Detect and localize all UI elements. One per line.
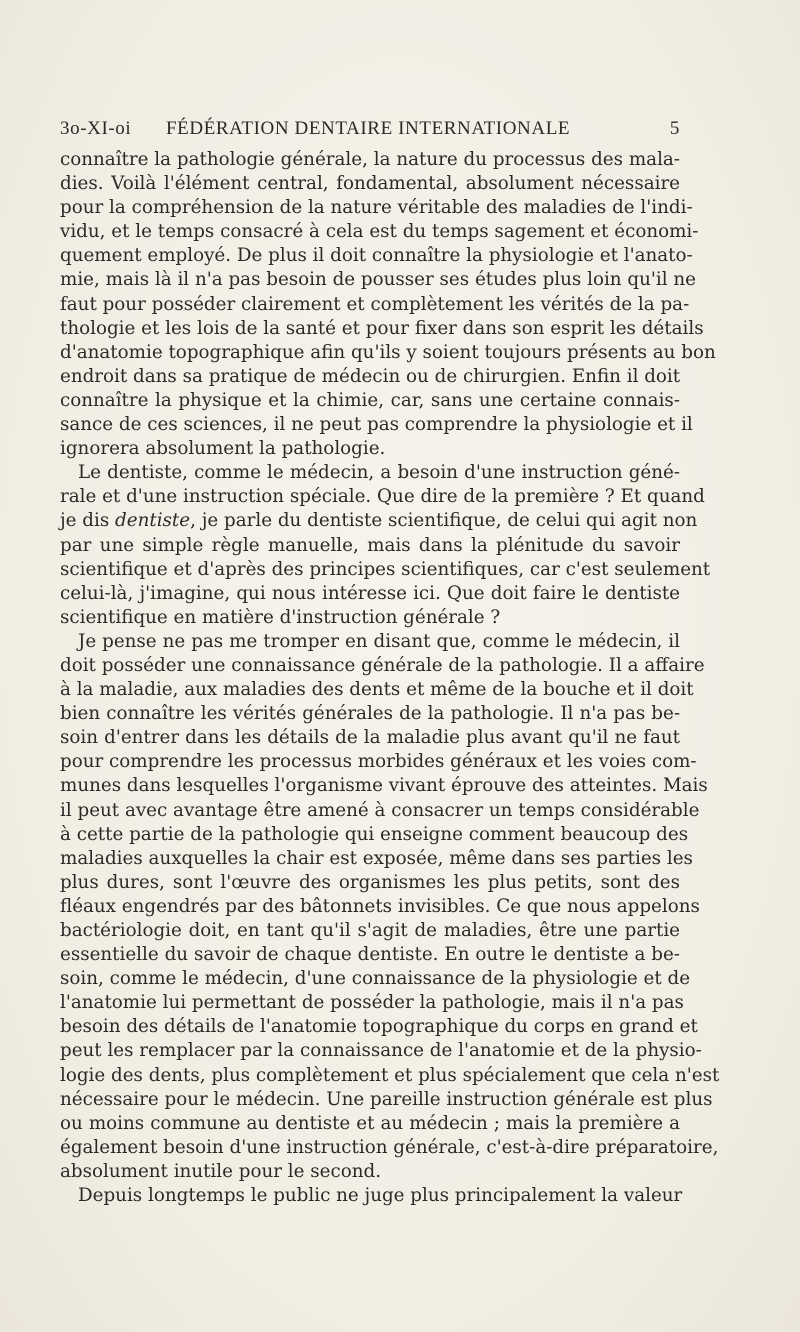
text-line: besoin des détails de l'anatomie topographique du corps en grand et [60, 1016, 698, 1038]
body-text [60, 148, 720, 1208]
text-line: logie des dents, plus complètement et plus spécialement que cela n'est [60, 1064, 720, 1086]
page-number: 5 [669, 118, 680, 139]
text-line: endroit dans sa pratique de médecin ou de chirurgien. Enfin il doit [60, 365, 681, 387]
text-line: peut les remplacer par la connaissance de l'anatomie et de la physio- [60, 1040, 702, 1062]
text-line: munes dans lesquelles l'organisme vivant éprouve des atteintes. Mais [60, 775, 708, 797]
text-line: scientifique en matière d'instruction générale ? [60, 606, 501, 628]
paragraph-first-line: Depuis longtemps le public ne juge plus principalement la valeur [78, 1185, 683, 1207]
text-line: nécessaire pour le médecin. Une pareille instruction générale est plus [60, 1088, 713, 1110]
text-line: plus dures, sont l'œuvre des organismes les plus petits, sont des [60, 871, 680, 893]
text-line: scientifique et d'après des principes scientifiques, car c'est seulement [60, 558, 711, 580]
text-line: connaître la physique et la chimie, car, sans une certaine connais- [60, 389, 680, 411]
text-line: soin d'entrer dans les détails de la maladie plus avant qu'il ne faut [60, 727, 680, 749]
text-line: faut pour posséder clairement et complètement les vérités de la pa- [60, 293, 690, 315]
text-line: bien connaître les vérités générales de la pathologie. Il n'a pas be- [60, 703, 680, 725]
text-line: vidu, et le temps consacré à cela est du temps sagement et économi- [60, 221, 699, 243]
text-line: connaître la pathologie générale, la nature du processus des mala- [60, 149, 680, 170]
text-line: dies. Voilà l'élément central, fondamental, absolument nécessaire [60, 173, 680, 195]
paragraph-first-line: Je pense ne pas me tromper en disant que, comme le médecin, il [78, 630, 680, 652]
text-line: fléaux engendrés par des bâtonnets invisibles. Ce que nous appelons [60, 895, 700, 917]
text-segment: , je parle du dentiste scientifique, de celui qui agit non [190, 510, 698, 532]
text-line: également besoin d'une instruction générale, c'est-à-dire préparatoire, [60, 1136, 719, 1158]
text-line: il peut avec avantage être amené à consacrer un temps considérable [60, 799, 700, 821]
text-line: rale et d'une instruction spéciale. Que dire de la première ? Et quand [60, 486, 705, 508]
text-line: pour la compréhension de la nature véritable des maladies de l'indi- [60, 197, 693, 219]
text-line: mie, mais là il n'a pas besoin de pousser ses études plus loin qu'il ne [60, 269, 696, 291]
text-line: ignorera absolument la pathologie. [60, 438, 386, 460]
text-line: par une simple règle manuelle, mais dans la plénitude du savoir [60, 534, 680, 556]
text-line: maladies auxquelles la chair est exposée, même dans ses parties les [60, 847, 693, 869]
paragraph-first-line: Le dentiste, comme le médecin, a besoin d'une instruction géné- [78, 462, 680, 484]
text-line: pour comprendre les processus morbides généraux et les voies com- [60, 751, 697, 773]
header-title: FÉDÉRATION DENTAIRE INTERNATIONALE [166, 118, 571, 139]
text-line-with-italic [60, 509, 698, 533]
text-line: à cette partie de la pathologie qui enseigne comment beaucoup des [60, 823, 689, 845]
header-date: 3o-XI-oi [60, 118, 132, 139]
text-line: doit posséder une connaissance générale de la pathologie. Il a affaire [60, 654, 705, 676]
text-line: bactériologie doit, en tant qu'il s'agit de maladies, être une partie [60, 920, 680, 941]
text-line: d'anatomie topographique afin qu'ils y soient toujours présents au bon [60, 341, 716, 363]
text-line: ou moins commune au dentiste et au médecin ; mais la première a [60, 1112, 680, 1134]
italic-word: dentiste [115, 510, 191, 532]
text-line: l'anatomie lui permettant de posséder la pathologie, mais il n'a pas [60, 992, 684, 1014]
text-line: à la maladie, aux maladies des dents et même de la bouche et il doit [60, 679, 694, 701]
running-head [60, 118, 680, 146]
text-line: quement employé. De plus il doit connaître la physiologie et l'anato- [60, 245, 693, 267]
text-line: sance de ces sciences, il ne peut pas comprendre la physiologie et il [60, 414, 693, 436]
text-line: essentielle du savoir de chaque dentiste. En outre le dentiste a be- [60, 944, 680, 966]
text-line: thologie et les lois de la santé et pour fixer dans son esprit les détails [60, 317, 704, 339]
text-line: soin, comme le médecin, d'une connaissance de la physiologie et de [60, 968, 691, 990]
text-segment: je dis [60, 510, 116, 532]
text-line: absolument inutile pour le second. [60, 1160, 382, 1182]
text-line: celui-là, j'imagine, qui nous intéresse ici. Que doit faire le dentiste [60, 582, 680, 604]
